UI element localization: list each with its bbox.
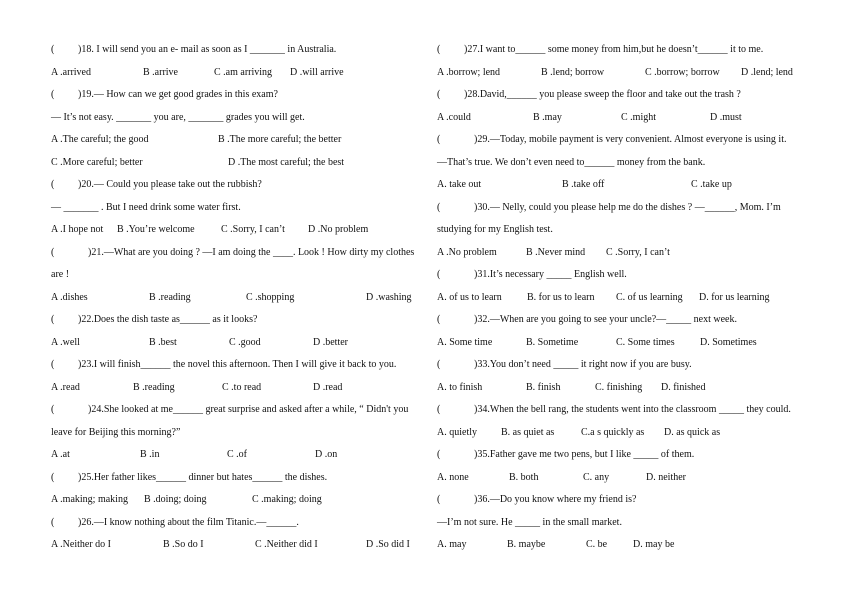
option-b[interactable]: B .best xyxy=(149,336,177,348)
question-36-options xyxy=(437,534,810,557)
question-35: ( )35.Father gave me two pens, but I like _____ of them. xyxy=(437,449,695,460)
question-30-options xyxy=(437,242,810,265)
option-d[interactable]: D. finished xyxy=(661,381,706,393)
question-36-line2: —I’m not sure. He _____ in the small market. xyxy=(437,516,622,528)
question-23-options xyxy=(51,377,423,400)
option-b[interactable]: B .may xyxy=(533,111,562,123)
question-26-options xyxy=(51,534,423,557)
option-b[interactable]: B .So do I xyxy=(163,539,204,550)
question-20: ( )20.— Could you please take out the rubbish? xyxy=(51,179,262,190)
question-23: ( )23.I will finish______ the novel this afternoon. Then I will give it back to you. xyxy=(51,359,397,370)
option-c[interactable]: C .Sorry, I can’t xyxy=(606,246,670,258)
question-28-options xyxy=(437,107,810,130)
option-d[interactable]: D .lend; lend xyxy=(741,66,793,78)
question-22: ( )22.Does the dish taste as______ as it looks? xyxy=(51,314,258,325)
question-29: ( )29.—Today, mobile payment is very convenient. Almost everyone is using it. xyxy=(437,134,787,145)
option-a[interactable]: A .making; making xyxy=(51,494,128,505)
question-30-line2: studying for my English test. xyxy=(437,224,553,235)
question-20-options xyxy=(51,219,423,242)
option-c[interactable]: C. Some times xyxy=(616,336,675,348)
option-b[interactable]: B .reading xyxy=(133,381,175,393)
question-27: ( )27.I want to______ some money from him,but he doesn’t______ it to me. xyxy=(437,44,764,55)
question-36: ( )36.—Do you know where my friend is? xyxy=(437,494,637,505)
option-c[interactable]: C. be xyxy=(586,539,608,550)
option-d[interactable]: D .better xyxy=(313,336,348,348)
option-b[interactable]: B. both xyxy=(509,471,539,483)
option-c[interactable]: C .Sorry, I can’t xyxy=(221,224,285,235)
option-a[interactable]: A .Neither do I xyxy=(51,539,111,550)
option-b[interactable]: B. as quiet as xyxy=(501,426,555,438)
option-b[interactable]: B .doing; doing xyxy=(144,494,207,505)
question-31-options xyxy=(437,287,810,310)
question-33: ( )33.You don’t need _____ it right now if you are busy. xyxy=(437,359,692,370)
option-a[interactable]: A. to finish xyxy=(437,381,483,393)
option-d[interactable]: D .must xyxy=(710,111,742,123)
question-29-line2: —That’s true. We don’t even need to______ money from the bank. xyxy=(437,156,706,168)
option-c[interactable]: C.a s quickly as xyxy=(581,426,645,438)
option-b[interactable]: B .arrive xyxy=(143,66,178,78)
question-21: ( )21.—What are you doing ? —I am doing the ____. Look ! How dirty my clothes xyxy=(51,246,415,258)
option-a[interactable]: A .borrow; lend xyxy=(437,66,501,78)
question-25: ( )25.Her father likes______ dinner but hates______ the dishes. xyxy=(51,471,328,483)
option-a[interactable]: A .well xyxy=(51,336,80,348)
option-d[interactable]: D .The most careful; the best xyxy=(228,156,345,168)
option-c[interactable]: C. of us learning xyxy=(616,291,683,303)
question-19-options-row2 xyxy=(51,152,423,175)
option-c[interactable]: C .might xyxy=(621,111,657,123)
option-a[interactable]: A .could xyxy=(437,111,471,123)
question-34: ( )34.When the bell rang, the students went into the classroom _____ they could. xyxy=(437,404,791,415)
option-c[interactable]: C .of xyxy=(227,449,247,460)
option-c[interactable]: C .More careful; better xyxy=(51,156,143,168)
option-d[interactable]: D .will arrive xyxy=(290,66,344,78)
option-c[interactable]: C .good xyxy=(229,336,261,348)
option-b[interactable]: B .take off xyxy=(562,179,605,190)
option-d[interactable]: D. as quick as xyxy=(664,426,721,438)
right-column xyxy=(437,39,810,557)
option-a[interactable]: A. of us to learn xyxy=(437,291,502,303)
question-28: ( )28.David,______ you please sweep the floor and take out the trash ? xyxy=(437,89,741,100)
question-34-options xyxy=(437,422,810,445)
question-29-options xyxy=(437,174,810,197)
option-b[interactable]: B. for us to learn xyxy=(527,291,595,303)
question-19-line2: — It’s not easy. _______ you are, _______ grades you will get. xyxy=(51,111,305,123)
question-31: ( )31.It’s necessary _____ English well. xyxy=(437,269,627,280)
option-d[interactable]: D .So did I xyxy=(366,539,410,550)
option-c[interactable]: C .making; doing xyxy=(252,494,322,505)
option-c[interactable]: C .to read xyxy=(222,381,262,393)
option-d[interactable]: D .on xyxy=(315,449,338,460)
question-18-options xyxy=(51,62,423,85)
question-22-options xyxy=(51,332,423,355)
question-35-options xyxy=(437,467,810,490)
option-b[interactable]: B .Never mind xyxy=(526,246,586,258)
option-b[interactable]: B .reading xyxy=(149,291,191,303)
option-c[interactable]: C .borrow; borrow xyxy=(645,66,720,78)
option-d[interactable]: D. Sometimes xyxy=(700,336,757,348)
option-c[interactable]: C .am arriving xyxy=(214,66,273,78)
option-a[interactable]: A. may xyxy=(437,539,467,550)
option-a[interactable]: A. Some time xyxy=(437,336,493,348)
question-27-options xyxy=(437,62,810,85)
option-a[interactable]: A. quietly xyxy=(437,426,477,438)
question-26: ( )26.—I know nothing about the film Titanic.—______. xyxy=(51,516,299,528)
option-a[interactable]: A .arrived xyxy=(51,66,91,78)
option-c[interactable]: C. finishing xyxy=(595,381,643,393)
option-b[interactable]: B. maybe xyxy=(507,539,546,550)
option-d[interactable]: D .read xyxy=(313,381,343,393)
option-d[interactable]: D .washing xyxy=(366,291,412,303)
option-a[interactable]: A .No problem xyxy=(437,246,497,258)
option-b[interactable]: B .lend; borrow xyxy=(541,66,605,78)
option-c[interactable]: C .shopping xyxy=(246,291,295,303)
option-d[interactable]: D. for us learning xyxy=(699,291,770,303)
question-21-line2: are ! xyxy=(51,269,70,280)
option-b[interactable]: B. finish xyxy=(526,381,561,393)
question-24-options xyxy=(51,444,423,467)
question-24: ( )24.She looked at me______ great surprise and asked after a while, “ Didn't you xyxy=(51,404,409,415)
question-30: ( )30.— Nelly, could you please help me do the dishes ? —______, Mom. I’m xyxy=(437,201,781,213)
option-c[interactable]: C .take up xyxy=(691,179,732,190)
question-21-options xyxy=(51,287,423,310)
option-d[interactable]: D. may be xyxy=(633,539,675,550)
option-a[interactable]: A .at xyxy=(51,449,70,460)
option-c[interactable]: C. any xyxy=(583,471,610,483)
question-25-options xyxy=(51,489,423,512)
option-c[interactable]: C .Neither did I xyxy=(255,539,318,550)
question-32: ( )32.—When are you going to see your uncle?—_____ next week. xyxy=(437,314,737,325)
option-a[interactable]: A .The careful; the good xyxy=(51,134,149,145)
question-33-options xyxy=(437,377,810,400)
option-b[interactable]: B .The more careful; the better xyxy=(218,134,342,145)
option-a[interactable]: A .read xyxy=(51,381,80,393)
question-19: ( )19.— How can we get good grades in this exam? xyxy=(51,89,278,100)
question-20-line2: — _______ . But I need drink some water first. xyxy=(51,201,241,213)
left-column xyxy=(51,39,423,557)
question-24-line2: leave for Beijing this morning?” xyxy=(51,426,181,438)
option-b[interactable]: B .You’re welcome xyxy=(117,224,195,235)
question-19-options-row1 xyxy=(51,129,423,152)
option-a[interactable]: A. none xyxy=(437,471,469,483)
question-18: ( )18. I will send you an e- mail as soon as I _______ in Australia. xyxy=(51,44,337,55)
option-a[interactable]: A .dishes xyxy=(51,291,88,303)
option-d[interactable]: D .No problem xyxy=(308,224,369,235)
option-d[interactable]: D. neither xyxy=(646,471,686,483)
option-b[interactable]: B .in xyxy=(140,449,160,460)
option-a[interactable]: A .I hope not xyxy=(51,224,104,235)
option-b[interactable]: B. Sometime xyxy=(526,336,579,348)
option-a[interactable]: A. take out xyxy=(437,179,482,190)
question-32-options xyxy=(437,332,810,355)
